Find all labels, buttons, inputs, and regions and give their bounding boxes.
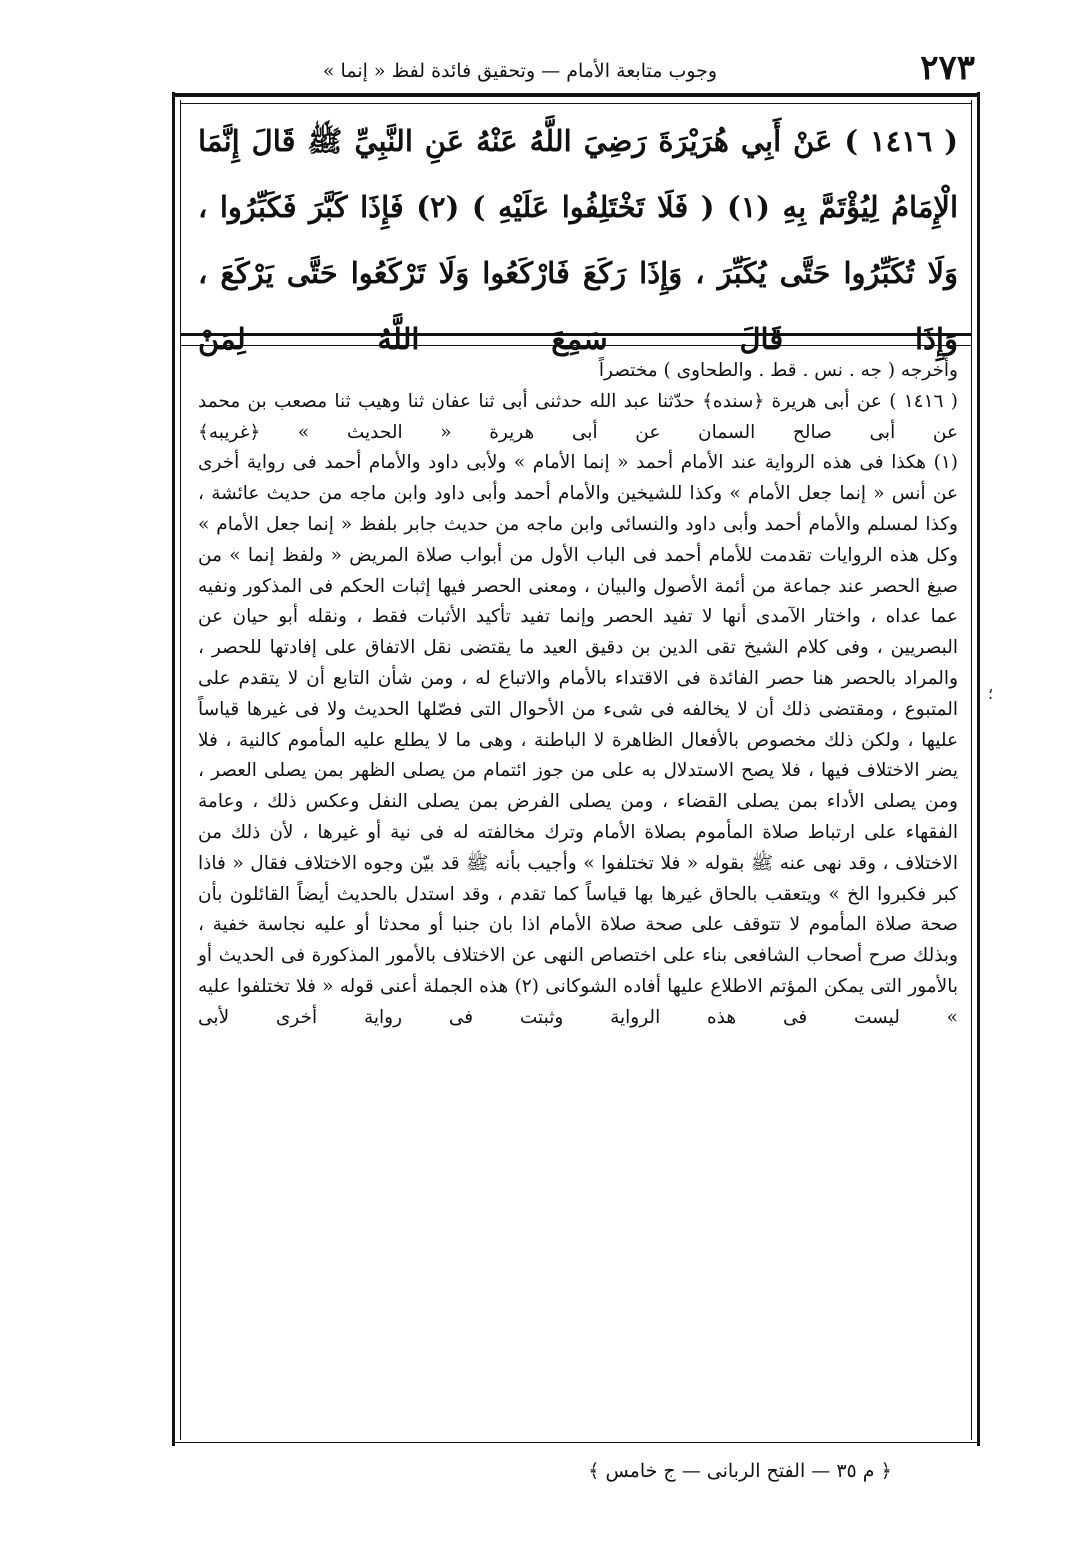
running-title: وجوب متابعة الأمام — وتحقيق فائدة لفظ « إنما » xyxy=(322,60,718,82)
sanad-paragraph: ( ١٤١٦ ) عن أبى هريرة ﴿سنده﴾ حدّثنا عبد الله حدثنى أبى ثنا عفان ثنا وهيب ثنا مصعب بن محمد عن أبى صالح السمان عن أبى هريرة « الحديث » ﴿غريبه﴾ xyxy=(198,390,958,443)
margin-mark: ؛ xyxy=(988,684,994,703)
top-rule xyxy=(172,93,980,97)
bottom-rule xyxy=(172,1442,980,1443)
page-header xyxy=(175,50,975,94)
commentary xyxy=(198,356,958,1034)
section-divider-inner xyxy=(180,345,972,346)
takhrij-line: وأخرجه ( جه . نس . قط . والطحاوى ) مختصراً xyxy=(598,360,958,381)
top-rule-inner xyxy=(180,103,972,104)
signature-line: ﴿ م ٣٥ — الفتح الربانى — ج خامس ﴾ xyxy=(588,1460,892,1482)
hadith-text: ( ١٤١٦ ) عَنْ أَبِي هُرَيْرَةَ رَضِيَ اللَّهُ عَنْهُ عَنِ النَّبِيِّ ﷺ قَالَ إِنَّمَا الْإِمَامُ لِيُؤْتَمَّ بِهِ (١) ( فَلَا تَخْتَلِفُوا عَلَيْهِ ) (٢) فَإِذَا كَبَّرَ فَكَبِّرُوا ، وَلَا تُكَبِّرُوا حَتَّى يُكَبِّرَ ، وَإِذَا رَكَعَ فَارْكَعُوا وَلَا تَرْكَعُوا حَتَّى يَرْكَعَ ، وَإِذَا قَالَ سَمِعَ اللَّهُ لِمَنْ xyxy=(198,124,959,356)
section-divider xyxy=(180,333,972,336)
page-number: ٢٧٣ xyxy=(920,48,975,88)
notes-paragraph: (١) هكذا فى هذه الرواية عند الأمام أحمد « إنما الأمام » ولأبى داود والأمام أحمد فى رواية أخرى عن أنس « إنما جعل الأمام » وكذا للشيخين والأمام أحمد وأبى داود وابن ماجه من حديث عائشة ، وكذا لمسلم والأمام أحمد وأبى داود والنسائى وابن ماجه من حديث جابر بلفظ « إنما جعل الأمام » وكل هذه الروايات تقدمت للأمام أحمد فى الباب الأول من أبواب صلاة المريض « ولفظ إنما » من صيغ الحصر عند جماعة من أئمة الأصول والبيان ، ومعنى الحصر فيها إثبات الحكم فى المذكور ونفيه عما عداه ، واختار الآمدى أنها لا تفيد الحصر وإنما تفيد تأكيد الأثبات فقط ، ونقله أبو حيان عن البصريين ، وفى كلام الشيخ تقى الدين بن دقيق العيد ما يقتضى نقل الاتفاق على إفادتها للحصر ، والمراد بالحصر هنا حصر الفائدة فى الاقتداء بالأمام والاتباع له ، ومن شأن التابع أن لا يتقدم على المتبوع ، ومقتضى ذلك أن لا يخالفه فى شىء من الأحوال التى فصّلها الحديث ولا فى غيرها قياساً عليها ، ولكن ذلك مخصوص بالأفعال الظاهرة لا الباطنة ، وهى ما لا يطلع عليه المأموم كالنية ، فلا يضر الاختلاف فيها ، فلا يصح الاستدلال به على من جوز ائتمام من يصلى الظهر بمن يصلى العصر ، ومن يصلى الأداء بمن يصلى القضاء ، ومن يصلى الفرض بمن يصلى النفل وعكس ذلك ، وعامة الفقهاء على ارتباط صلاة المأموم بصلاة الأمام وترك مخالفته له فى نية أو غيرها ، لأن ذلك من الاختلاف ، وقد نهى عنه ﷺ بقوله « فلا تختلفوا » وأجيب بأنه ﷺ قد بيّن وجوه الاختلاف فقال « فاذا كبر فكبروا الخ » ويتعقب بالحاق غيرها بها قياساً كما تقدم ، وقد استدل بالحديث أيضاً القائلون بأن صحة صلاة المأموم لا تتوقف على صحة صلاة الأمام اذا بان جنبا أو محدثا أو عليه نجاسة خفية ، وبذلك صرح أصحاب الشافعى بناء على اختصاص النهى عن الاختلاف بالأمور المذكورة فى الحديث أو بالأمور التى يمكن المؤتم الاطلاع عليها أفاده الشوكانى (٢) هذه الجملة أعنى قوله « فلا تختلفوا عليه » ليست فى هذه الرواية وثبتت فى رواية أخرى لأبى xyxy=(198,452,959,1028)
